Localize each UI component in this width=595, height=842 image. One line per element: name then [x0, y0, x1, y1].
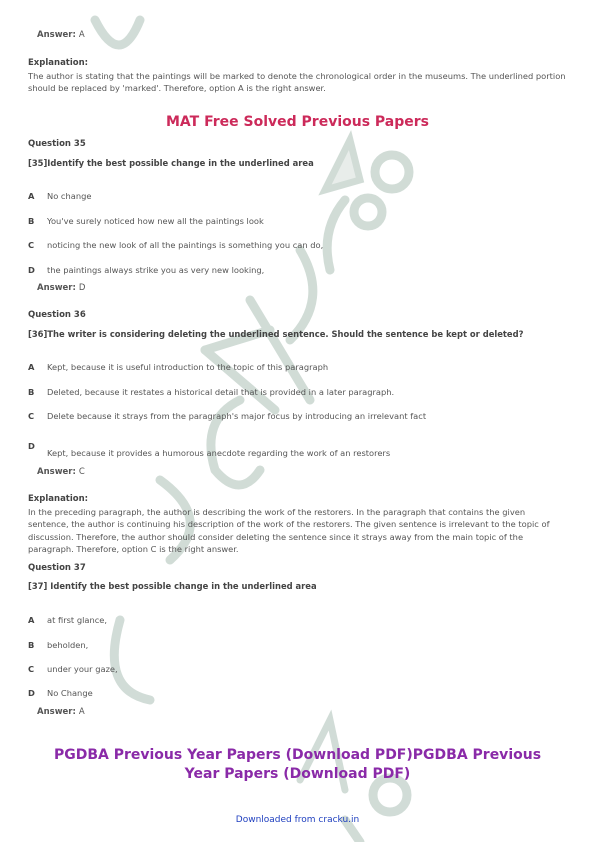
question-title-37: [37] Identify the best possible change in the underlined area [28, 581, 317, 591]
option-text: beholden, [47, 640, 89, 650]
q36-option-a [28, 362, 328, 372]
q37-option-c [28, 664, 118, 674]
option-letter: A [28, 191, 35, 201]
option-letter: C [28, 664, 35, 674]
q35-option-a [28, 191, 91, 201]
answer-37 [37, 707, 85, 717]
answer-35 [37, 283, 85, 293]
explanation-label: Explanation: [28, 58, 89, 68]
question-number-35: Question 35 [28, 139, 86, 149]
q35-option-b [28, 216, 264, 226]
option-text: You've surely noticed how new all the paintings look [47, 216, 264, 226]
answer-value: A [78, 30, 85, 40]
answer-label: Answer: [37, 467, 76, 477]
option-text: Deleted, because it restates a historical detail that is provided in a later paragraph. [47, 387, 395, 397]
option-letter: A [28, 362, 35, 372]
option-letter: D [28, 265, 35, 275]
option-text: Delete because it strays from the paragraph's major focus by introducing an irrelevant fact [47, 411, 427, 421]
answer-value: A [78, 707, 85, 717]
option-text: noticing the new look of all the paintings is something you can do, [47, 240, 324, 250]
banner-pgdba-papers[interactable]: PGDBA Previous Year Papers (Download PDF)PGDBA Previous Year Papers (Download PDF) [53, 747, 542, 782]
q36-option-c [28, 411, 426, 421]
option-letter: D [28, 441, 35, 451]
answer-label: Answer: [37, 707, 76, 717]
option-letter: C [28, 240, 35, 250]
option-letter: B [28, 216, 35, 226]
q36-option-d [28, 441, 47, 451]
option-text: Kept, because it is useful introduction to the topic of this paragraph [47, 362, 329, 372]
q36-option-b [28, 387, 394, 397]
footer-link[interactable]: Downloaded from cracku.in [235, 815, 360, 825]
question-number-37: Question 37 [28, 563, 86, 573]
banner-mat-papers[interactable]: MAT Free Solved Previous Papers [165, 114, 430, 130]
option-letter: A [28, 615, 35, 625]
answer-label: Answer: [37, 30, 76, 40]
q37-option-d [28, 688, 93, 698]
answer-36 [37, 467, 85, 477]
answer-value: D [78, 283, 86, 293]
option-text: under your gaze, [47, 664, 118, 674]
q37-option-a [28, 615, 107, 625]
answer-label: Answer: [37, 283, 76, 293]
option-text: No Change [47, 688, 93, 698]
option-text: at first glance, [47, 615, 108, 625]
answer-34 [37, 30, 85, 40]
q36-option-d-text: Kept, because it provides a humorous anecdote regarding the work of an restorers [47, 448, 391, 458]
explanation-text: In the preceding paragraph, the author is describing the work of the restorers. In the paragraph that contains the given sentence, the author is continuing his description of the work of the restorers. The given sentence is irrelevant to the topic of discussion. Therefore, the author should consider deleting the sentence since it strays away from the main topic of the paragraph. Therefore, option C is the right answer. [28, 507, 550, 555]
explanation-text: The author is stating that the paintings will be marked to denote the chronological order in the museums. The underlined portion should be replaced by 'marked'. Therefore, option A is the right answer. [28, 71, 566, 94]
option-letter: C [28, 411, 35, 421]
option-text: the paintings always strike you as very new looking, [47, 265, 265, 275]
q35-option-c [28, 240, 323, 250]
question-title-35: [35]Identify the best possible change in the underlined area [28, 158, 314, 168]
q37-option-b [28, 640, 88, 650]
option-letter: B [28, 387, 35, 397]
question-number-36: Question 36 [28, 310, 86, 320]
option-letter: D [28, 688, 35, 698]
option-text: No change [47, 191, 92, 201]
answer-value: C [78, 467, 85, 477]
question-title-36: [36]The writer is considering deleting the underlined sentence. Should the sentence be kept or deleted? [28, 329, 524, 339]
explanation-label: Explanation: [28, 494, 89, 504]
q35-option-d [28, 265, 264, 275]
option-letter: B [28, 640, 35, 650]
